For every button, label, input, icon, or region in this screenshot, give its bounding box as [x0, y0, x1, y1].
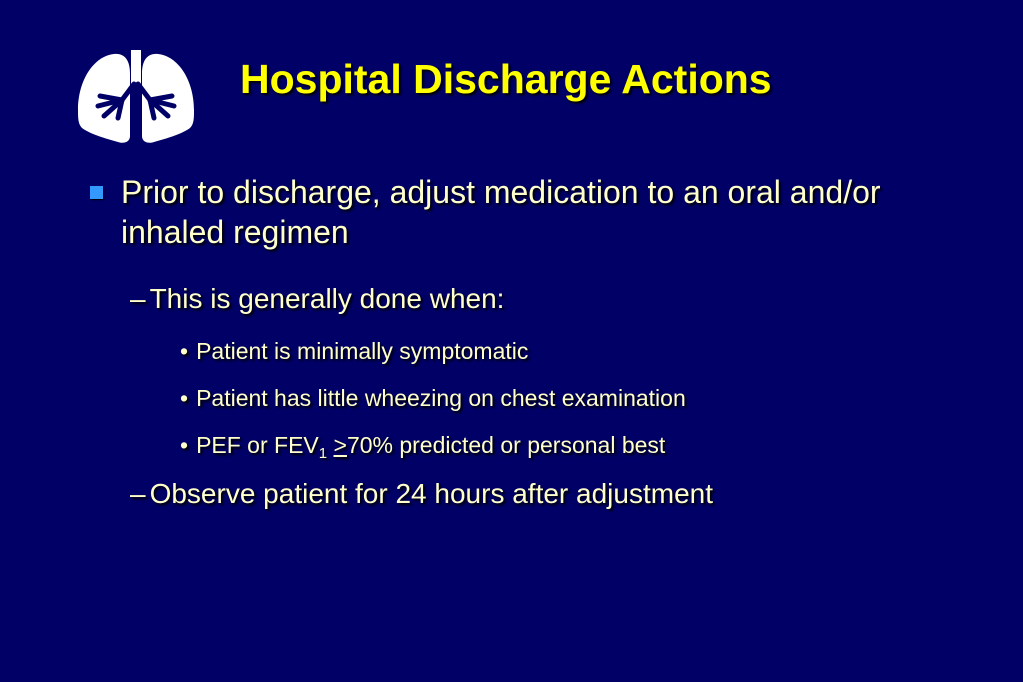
pef-prefix: PEF or FEV	[196, 432, 319, 458]
dot-marker: •	[180, 385, 189, 411]
dash-marker: –	[130, 283, 146, 314]
condition-item-text: Patient has little wheezing on chest examination	[196, 385, 686, 411]
slide-title: Hospital Discharge Actions	[240, 56, 772, 102]
dot-marker: •	[180, 432, 189, 458]
main-bullet-text: Prior to discharge, adjust medication to an oral and/or inhaled regimen	[121, 174, 881, 250]
lungs-icon	[74, 50, 198, 146]
condition-item-text: Patient is minimally symptomatic	[196, 338, 529, 364]
pef-suffix: 70% predicted or personal best	[346, 432, 666, 458]
sub-bullet-conditions-text: This is generally done when:	[149, 283, 505, 314]
condition-item	[180, 384, 686, 412]
condition-item-pef	[180, 431, 665, 468]
condition-item	[180, 337, 528, 365]
sub-bullet-conditions	[130, 283, 504, 315]
main-bullet	[88, 172, 908, 252]
sub-bullet-observe	[130, 478, 713, 510]
sub-bullet-observe-text: Observe patient for 24 hours after adjustment	[149, 478, 713, 509]
dot-marker: •	[180, 338, 189, 364]
dash-marker: –	[130, 478, 146, 509]
greater-equal-symbol: >	[333, 432, 347, 458]
fev-subscript: 1	[318, 445, 328, 462]
square-bullet-icon	[90, 186, 103, 199]
